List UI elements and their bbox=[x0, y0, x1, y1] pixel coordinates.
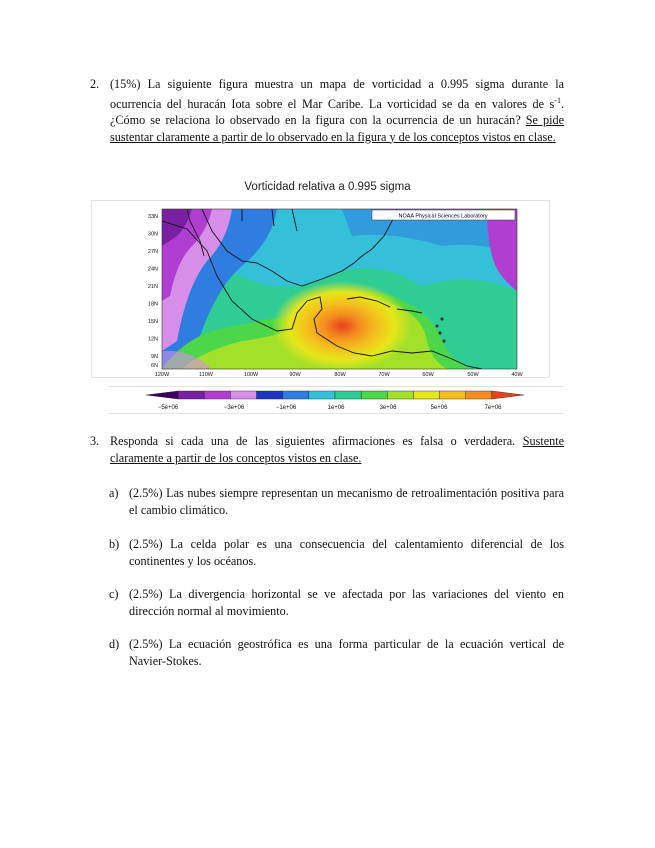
question-text bbox=[110, 433, 564, 466]
colorbar-label: −1e+06 bbox=[275, 405, 297, 411]
vorticity-map-figure bbox=[91, 200, 550, 378]
lat-label: 33N bbox=[147, 214, 158, 220]
colorbar-segment bbox=[413, 391, 439, 399]
colorbar-figure bbox=[108, 386, 564, 414]
lon-label: 60W bbox=[422, 372, 434, 377]
colorbar-segment bbox=[466, 391, 492, 399]
colorbar bbox=[108, 387, 564, 413]
lat-label: 9N bbox=[150, 354, 158, 360]
question-number: 3. bbox=[90, 434, 100, 448]
colorbar-segment bbox=[335, 391, 361, 399]
lat-label: 24N bbox=[147, 266, 158, 273]
colorbar-segment bbox=[492, 391, 524, 399]
question-statement: Responda si cada una de las siguientes afirmaciones es falsa o verdadera. bbox=[110, 434, 516, 448]
source-label: NOAA Physical Sciences Laboratory bbox=[398, 213, 488, 220]
colorbar-label: 7e+06 bbox=[484, 405, 502, 411]
lat-axis-labels bbox=[148, 214, 158, 369]
lon-label: 80W bbox=[334, 372, 346, 377]
vorticity-map bbox=[92, 201, 549, 377]
lon-label: 70W bbox=[378, 372, 390, 377]
statement-label: c) bbox=[109, 587, 119, 601]
lon-label: 50W bbox=[467, 372, 479, 377]
question-weight: (15%) bbox=[110, 77, 141, 91]
colorbar-labels bbox=[158, 405, 502, 411]
lat-label: 21N bbox=[147, 284, 158, 290]
statement-weight: (2.5%) bbox=[129, 486, 163, 500]
statement-label: d) bbox=[109, 637, 120, 651]
colorbar-label: −3e+06 bbox=[223, 405, 245, 411]
statement-text: La ecuación geostrófica es una forma particular de la ecuación vertical de Navier-Stokes. bbox=[129, 637, 564, 668]
question-statement: La siguiente figura muestra un mapa de vorticidad a 0.995 sigma durante la ocurrencia del huracán Iota sobre el Mar Caribe. La vorticidad se da en valores de s bbox=[110, 77, 564, 111]
colorbar-segment bbox=[178, 391, 204, 399]
colorbar-label: 5e+06 bbox=[430, 405, 448, 411]
lon-label: 100W bbox=[243, 372, 259, 377]
question-2 bbox=[90, 76, 564, 145]
colorbar-label: 1e+06 bbox=[327, 405, 345, 411]
colorbar-label: −5e+06 bbox=[157, 405, 179, 411]
lat-label: 18N bbox=[147, 301, 158, 308]
unit-exponent: -1 bbox=[554, 95, 561, 105]
colorbar-segment bbox=[361, 391, 387, 399]
statement-weight: (2.5%) bbox=[129, 537, 163, 551]
colorbar-segment bbox=[440, 391, 466, 399]
colorbar-segment bbox=[230, 391, 256, 399]
question-3 bbox=[90, 433, 564, 466]
question-statement-cont: . ¿Cómo se relaciona lo observado en la figura con la ocurrencia de un huracán? bbox=[110, 96, 564, 128]
statement-text: La divergencia horizontal se ve afectada por las variaciones del viento en dirección normal al movimiento. bbox=[129, 587, 565, 618]
figure-title: Vorticidad relativa a 0.995 sigma bbox=[244, 181, 411, 193]
statement-weight: (2.5%) bbox=[129, 637, 163, 651]
question-number: 2. bbox=[90, 77, 100, 91]
lat-label: 6N bbox=[150, 363, 158, 369]
question-instruction: Se pide sustentar claramente a partir de lo observado en la figura y de los conceptos vistos en clase. bbox=[110, 113, 565, 144]
colorbar-segment bbox=[387, 391, 413, 399]
colorbar-segment bbox=[309, 391, 335, 399]
lat-label: 27N bbox=[147, 249, 158, 255]
lat-label: 30N bbox=[147, 231, 158, 238]
colorbar-segment bbox=[283, 391, 309, 399]
lat-label: 12N bbox=[147, 336, 158, 343]
colorbar-segment bbox=[146, 391, 178, 399]
lon-axis-labels bbox=[155, 372, 524, 377]
colorbar-segment bbox=[257, 391, 283, 399]
statement-weight: (2.5%) bbox=[129, 587, 163, 601]
statement-b bbox=[109, 536, 564, 569]
statement-d bbox=[109, 636, 564, 669]
statement-c bbox=[109, 586, 564, 619]
lat-label: 15N bbox=[147, 319, 158, 325]
statement-text: La celda polar es una consecuencia del calentamiento diferencial de los continentes y los océanos. bbox=[129, 537, 565, 568]
lon-label: 110W bbox=[199, 372, 213, 377]
lon-label: 90W bbox=[289, 372, 301, 377]
statement-a bbox=[109, 485, 564, 518]
statement-label: b) bbox=[109, 537, 120, 551]
colorbar-segments bbox=[146, 391, 524, 399]
statement-label: a) bbox=[109, 486, 119, 500]
question-text bbox=[110, 76, 564, 145]
lon-label: 120W bbox=[154, 372, 170, 377]
colorbar-label: 3e+06 bbox=[379, 405, 397, 411]
statement-text: Las nubes siempre representan un mecanismo de retroalimentación positiva para el cambio climático. bbox=[129, 486, 565, 517]
colorbar-segment bbox=[204, 391, 230, 399]
question-instruction: Sustente claramente a partir de los conceptos vistos en clase. bbox=[110, 434, 565, 465]
lon-label: 40W bbox=[511, 372, 523, 377]
